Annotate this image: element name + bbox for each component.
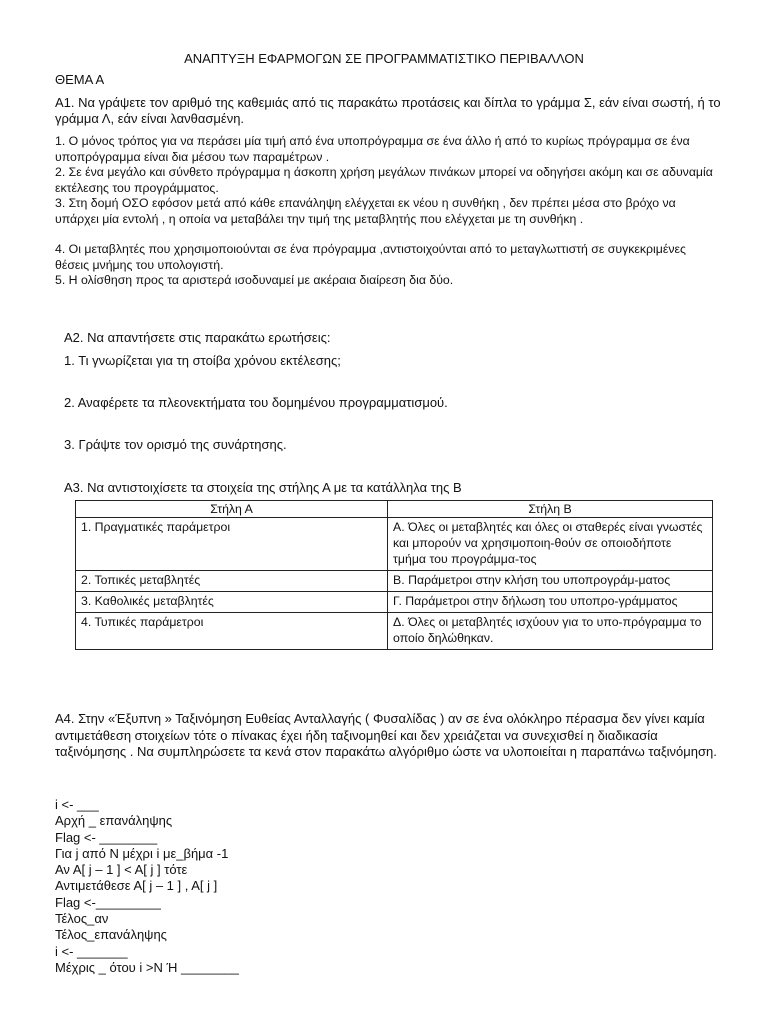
column-a-cell: 2. Τοπικές μεταβλητές	[76, 571, 388, 592]
algorithm-line: Τέλος_αν	[55, 911, 109, 927]
algorithm-line: Αρχή _ επανάληψης	[55, 813, 173, 829]
table-row	[76, 592, 713, 613]
page-title: ΑΝΑΠΤΥΞΗ ΕΦΑΡΜΟΓΩΝ ΣΕ ΠΡΟΓΡΑΜΜΑΤΙΣΤΙΚΟ ΠΕΡΙΒΑΛΛΟΝ	[184, 51, 584, 66]
theme-heading: ΘΕΜΑ Α	[55, 72, 105, 87]
table-header-row	[76, 501, 713, 518]
algorithm-line: Αντιμετάθεσε Α[ j – 1 ] , Α[ j ]	[55, 878, 218, 894]
algorithm-line: Flag <- ________	[55, 829, 158, 845]
a2-heading: Α2. Να απαντήσετε στις παρακάτω ερωτήσεις:	[64, 330, 331, 345]
column-a-header: Στήλη Α	[76, 501, 388, 518]
algorithm-line: Μέχρις _ ότου i >N Ή ________	[55, 959, 239, 975]
algorithm-line: Αν Α[ j – 1 ] < Α[ j ] τότε	[55, 862, 188, 878]
table-row	[76, 571, 713, 592]
matching-table	[75, 500, 713, 650]
a1-instruction: Α1. Να γράψετε τον αριθμό της καθεμιάς από τις παρακάτω προτάσεις και δίπλα το γράμμα Σ, εάν είναι σωστή, ή το γράμμα Λ, εάν είναι λανθασμένη.	[55, 95, 721, 126]
a1-statement-4: 4. Οι μεταβλητές που χρησιμοποιούνται σε ένα πρόγραμμα ,αντιστοιχούνται από το μεταγλωττιστή σε συγκεκριμένες θέσεις μνήμης του υπολογιστή.	[55, 242, 686, 272]
column-b-cell: Β. Παράμετροι στην κλήση του υποπρογράμ-ματος	[388, 571, 713, 592]
column-a-cell: 1. Πραγματικές παράμετροι	[76, 518, 388, 571]
a2-question-2: 2. Αναφέρετε τα πλεονεκτήματα του δομημένου προγραμματισμού.	[64, 395, 448, 410]
column-b-cell: Γ. Παράμετροι στην δήλωση του υποπρο-γράμματος	[388, 592, 713, 613]
a1-statement-1: 1. Ο μόνος τρόπος για να περάσει μία τιμή από ένα υποπρόγραμμα σε ένα άλλο ή από το κυρίως πρόγραμμα σε ένα υποπρόγραμμα είναι δια μέσου των παραμέτρων .	[55, 134, 690, 164]
algorithm-line: i <- ___	[55, 797, 99, 812]
column-b-cell: Δ. Όλες οι μεταβλητές ισχύουν για το υπο-πρόγραμμα το οποίο δηλώθηκαν.	[388, 613, 713, 650]
algorithm-line: Flag <-_________	[55, 894, 161, 910]
column-b-cell: Α. Όλες οι μεταβλητές και όλες οι σταθερές είναι γνωστές και μπορούν να χρησιμοποιη-θούν σε οποιοδήποτε τμήμα του προγράμμα-τος	[388, 518, 713, 571]
column-b-header: Στήλη Β	[388, 501, 713, 518]
algorithm-block	[55, 797, 239, 976]
table-row	[76, 518, 713, 571]
a3-heading: Α3. Να αντιστοιχίσετε τα στοιχεία της στήλης Α με τα κατάλληλα της Β	[64, 480, 462, 495]
a1-statement-2: 2. Σε ένα μεγάλο και σύνθετο πρόγραμμα η άσκοπη χρήση μεγάλων πινάκων μπορεί να οδηγήσει ακόμη και σε αδυναμία εκτέλεσης του προγράμματος.	[55, 165, 713, 195]
a1-statement-3: 3. Στη δομή ΟΣΟ εφόσον μετά από κάθε επανάληψη ελέγχεται εκ νέου η συνθήκη , δεν πρέπει μέσα στο βρόχο να υπάρχει μία εντολή , η οποία να μεταβάλει την τιμή της μεταβλητής που ελέγχεται με τη συνθήκη .	[55, 196, 676, 226]
algorithm-line: i <- _______	[55, 943, 128, 959]
a2-question-1: 1. Τι γνωρίζεται για τη στοίβα χρόνου εκτέλεσης;	[64, 353, 341, 368]
column-a-cell: 4. Τυπικές παράμετροι	[76, 613, 388, 650]
a4-text: Α4. Στην «Έξυπνη » Ταξινόμηση Ευθείας Ανταλλαγής ( Φυσαλίδας ) αν σε ένα ολόκληρο πέρασμα δεν γίνει καμία αντιμετάθεση στοιχείων τότε ο πίνακας έχει ήδη ταξινομηθεί και δεν χρειάζεται να συνεχισθεί η διαδικασία ταξινόμησης . Να συμπληρώσετε τα κενά στον παρακάτω αλγόριθμο ώστε να υλοποιείται η παραπάνω ταξινόμηση.	[55, 711, 717, 759]
column-a-cell: 3. Καθολικές μεταβλητές	[76, 592, 388, 613]
algorithm-line: Για j από Ν μέχρι i με_βήμα -1	[55, 845, 229, 861]
a1-statement-5: 5. Η ολίσθηση προς τα αριστερά ισοδυναμεί με ακέραια διαίρεση δια δύο.	[55, 273, 454, 287]
table-row	[76, 613, 713, 650]
algorithm-line: Τέλος_επανάληψης	[55, 927, 167, 943]
a2-question-3: 3. Γράψτε τον ορισμό της συνάρτησης.	[64, 437, 287, 452]
